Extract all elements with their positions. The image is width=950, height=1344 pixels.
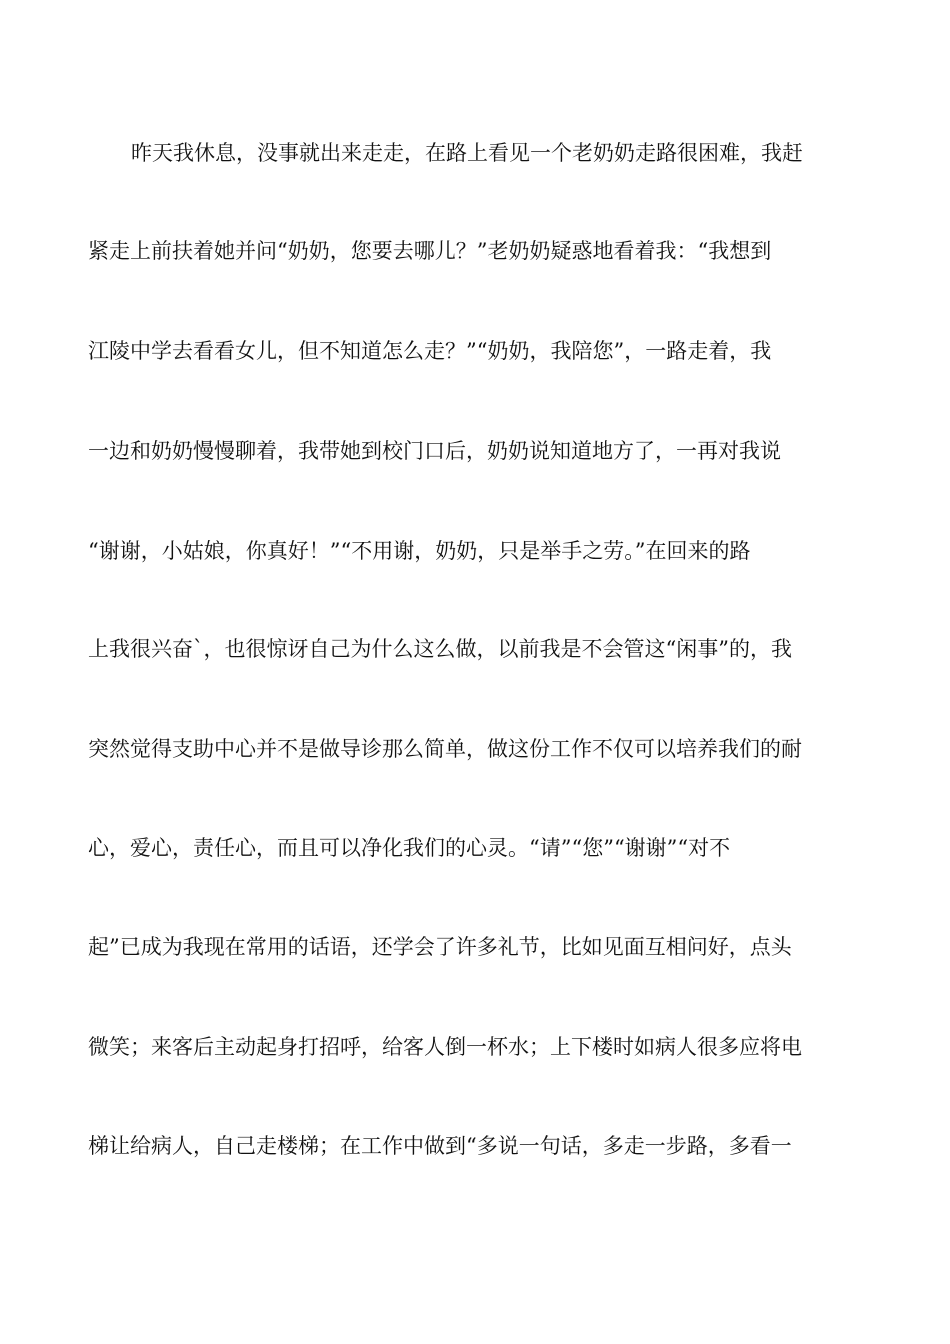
paragraph-line-10: 微笑；来客后主动起身打招呼，给客人倒一杯水；上下楼时如病人很多应将电 bbox=[88, 1035, 802, 1059]
paragraph-line-8: 心，爱心，责任心，而且可以净化我们的心灵。“请”“您”“谢谢”“对不 bbox=[88, 836, 731, 860]
paragraph-line-5: “谢谢，小姑娘，你真好！”“不用谢，奶奶，只是举手之劳。”在回来的路 bbox=[88, 539, 751, 563]
paragraph-line-11: 梯让给病人，自己走楼梯；在工作中做到“多说一句话，多走一步路，多看一 bbox=[88, 1134, 792, 1158]
paragraph-line-2: 紧走上前扶着她并问“奶奶，您要去哪儿？”老奶奶疑惑地看着我：“我想到 bbox=[88, 239, 772, 263]
paragraph-line-3: 江陵中学去看看女儿，但不知道怎么走？”“奶奶，我陪您”，一路走着，我 bbox=[88, 339, 772, 363]
paragraph-line-9: 起”已成为我现在常用的话语，还学会了许多礼节，比如见面互相问好，点头 bbox=[88, 935, 792, 959]
paragraph-line-6: 上我很兴奋`，也很惊讶自己为什么这么做，以前我是不会管这“闲事”的，我 bbox=[88, 637, 792, 661]
paragraph-line-7: 突然觉得支助中心并不是做导诊那么简单，做这份工作不仅可以培养我们的耐 bbox=[88, 737, 802, 761]
paragraph-line-1: 昨天我休息，没事就出来走走，在路上看见一个老奶奶走路很困难，我赶 bbox=[131, 141, 803, 165]
paragraph-line-4: 一边和奶奶慢慢聊着，我带她到校门口后，奶奶说知道地方了，一再对我说 bbox=[88, 439, 781, 463]
